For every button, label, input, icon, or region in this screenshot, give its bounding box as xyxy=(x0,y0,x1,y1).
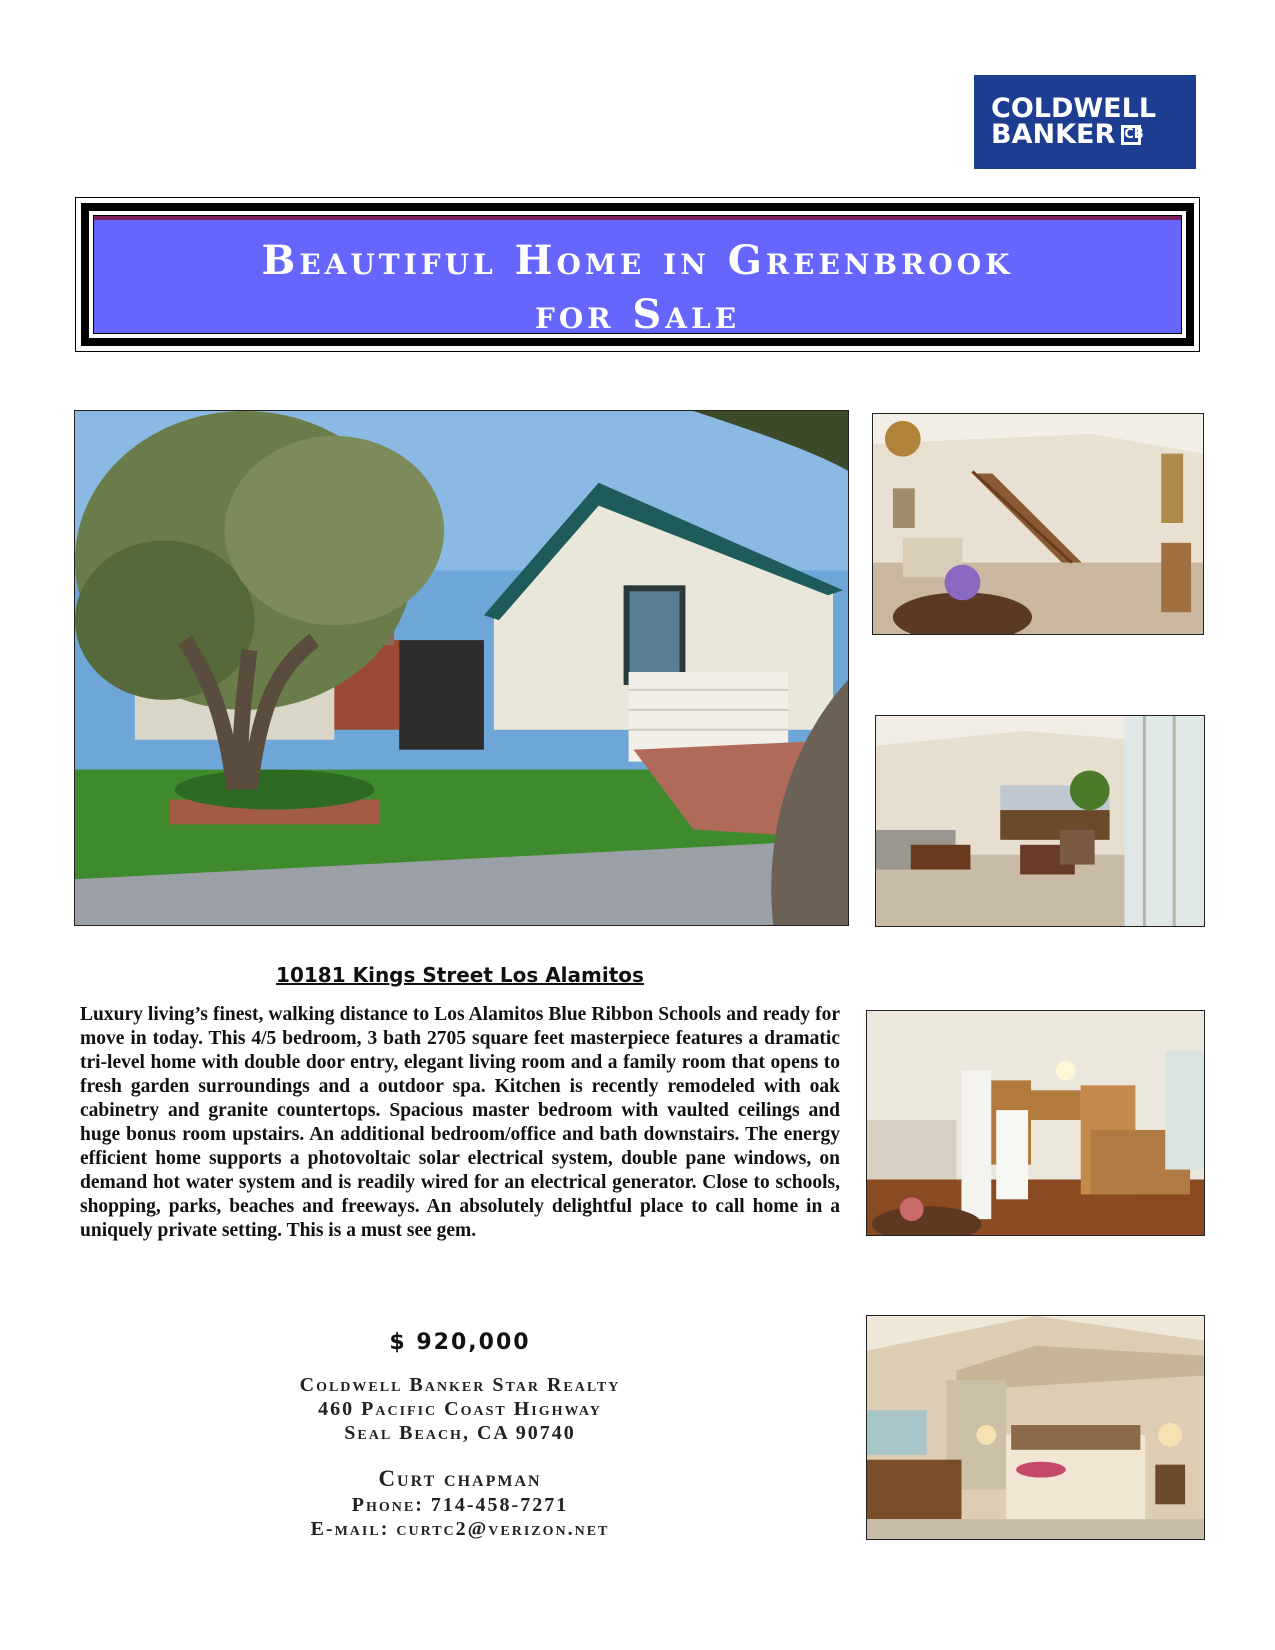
page-title xyxy=(94,234,1181,342)
title-line1: Beautiful Home in Greenbrook xyxy=(261,237,1014,284)
listing-address: 10181 Kings Street Los Alamitos xyxy=(276,963,644,987)
listing-description: Luxury living’s finest, walking distance to Los Alamitos Blue Ribbon Schools and ready for move in today. This 4/5 bedroom, 3 bath 2705 square feet masterpiece features a dramatic tri-level home with double door entry, elegant living room and a family room that opens to fresh garden surroundings and a outdoor spa. Kitchen is recently remodeled with oak cabinetry and granite countertops. Spacious master bedroom with vaulted ceilings and huge bonus room upstairs. An additional bedroom/office and bath downstairs. The energy efficient home supports a photovoltaic solar electrical system, double pane windows, on demand hot water system and is readily wired for an electrical generator. Close to schools, shopping, parks, beaches and freeways. An absolutely delightful place to call home in a uniquely private setting. This is a must see gem. xyxy=(80,1004,840,1241)
banner-inner-border xyxy=(89,211,1186,338)
bedroom-photo xyxy=(866,1315,1205,1540)
contact-block xyxy=(200,1373,720,1541)
banner-fill xyxy=(93,215,1182,338)
exterior-photo xyxy=(74,410,849,926)
logo-line1: COLDWELL xyxy=(991,93,1157,124)
logo-line2: BANKER xyxy=(991,119,1116,150)
title-banner xyxy=(75,197,1200,352)
listing-price: $ 920,000 xyxy=(389,1330,531,1355)
kitchen-photo xyxy=(866,1010,1205,1236)
logo-line2-wrap xyxy=(991,119,1196,150)
company-street: 460 Pacific Coast Highway xyxy=(318,1398,602,1420)
company-name: Coldwell Banker Star Realty xyxy=(299,1374,621,1396)
agent-phone: Phone: 714-458-7271 xyxy=(351,1494,569,1516)
banner-stripe xyxy=(94,216,1181,220)
family-room-photo xyxy=(875,715,1205,927)
coldwell-banker-logo xyxy=(974,75,1196,169)
agent-email: E-mail: curtc2@verizon.net xyxy=(310,1518,610,1540)
title-line2: for Sale xyxy=(534,291,741,338)
living-room-photo xyxy=(872,413,1204,635)
contact-spacer xyxy=(200,1445,720,1465)
company-city: Seal Beach, CA 90740 xyxy=(344,1422,576,1444)
agent-name: Curt chapman xyxy=(378,1466,542,1491)
banner-frame xyxy=(81,203,1194,346)
logo-seal: CB xyxy=(1121,125,1141,145)
